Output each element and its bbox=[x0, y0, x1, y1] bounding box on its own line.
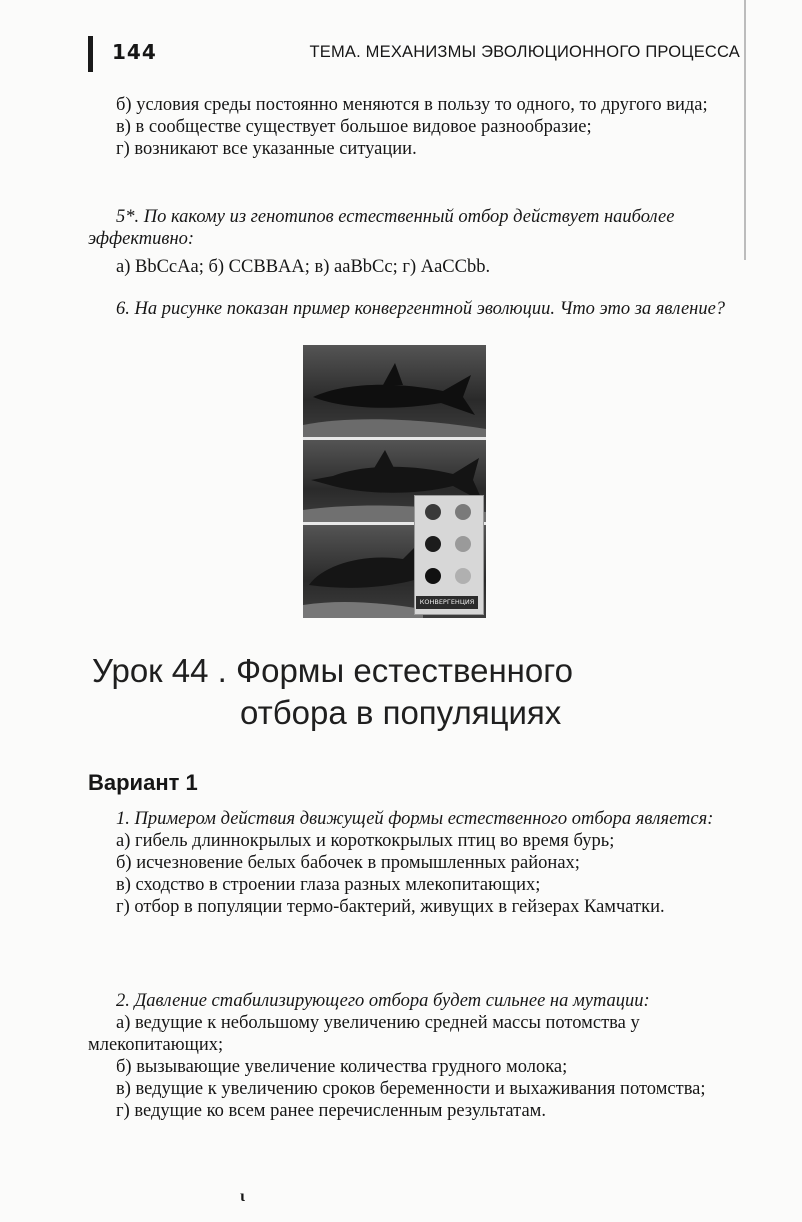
page-edge-shadow bbox=[744, 0, 746, 260]
lesson-question-2-option-a: а) ведущие к небольшому увеличению средней массы потомства у млекопитающих; bbox=[88, 1013, 640, 1055]
lesson-question-1-option-c: в) сходство в строении глаза разных млекопитающих; bbox=[116, 875, 541, 895]
diagram-dot bbox=[425, 568, 441, 584]
shark-illustration bbox=[303, 345, 486, 437]
option-d: г) возникают все указанные ситуации. bbox=[116, 139, 417, 159]
question-6-text: 6. На рисунке показан пример конвергентной эволюции. Что это за явление? bbox=[116, 299, 726, 319]
running-title: ТЕМА. МЕХАНИЗМЫ ЭВОЛЮЦИОННОГО ПРОЦЕССА bbox=[309, 43, 740, 61]
lesson-title bbox=[92, 650, 712, 734]
diagram-dot bbox=[455, 568, 471, 584]
footer-mark: ι bbox=[240, 1188, 245, 1205]
question-5-text: 5*. По какому из генотипов естественный отбор действует наиболее эффективно: bbox=[88, 207, 675, 249]
page-number: 144 bbox=[112, 40, 157, 64]
diagram-dot bbox=[425, 504, 441, 520]
convergence-figure bbox=[303, 345, 486, 618]
continued-options bbox=[88, 94, 736, 160]
header-bar bbox=[88, 36, 93, 72]
diagram-dot bbox=[455, 504, 471, 520]
option-b: б) условия среды постоянно меняются в пользу то одного, то другого вида; bbox=[116, 95, 708, 115]
question-5 bbox=[88, 206, 736, 278]
lesson-question-2-text: 2. Давление стабилизирующего отбора будет сильнее на мутации: bbox=[116, 991, 650, 1011]
variant-heading: Вариант 1 bbox=[88, 770, 198, 795]
question-5-answers: а) BbCcAa; б) CCBBAA; в) aaBbCc; г) AaCCbb. bbox=[116, 257, 491, 277]
diagram-dot bbox=[455, 536, 471, 552]
lesson-question-2-option-c: в) ведущие к увеличению сроков беременности и выхаживания потомства; bbox=[116, 1079, 706, 1099]
lesson-question-1 bbox=[88, 808, 736, 918]
option-c: в) в сообществе существует большое видовое разнообразие; bbox=[116, 117, 592, 137]
lesson-title-line2: отбора в популяциях bbox=[240, 694, 562, 731]
question-6 bbox=[88, 298, 736, 320]
lesson-question-2-option-b: б) вызывающие увеличение количества грудного молока; bbox=[116, 1057, 568, 1077]
lesson-title-line1: Урок 44 . Формы естественного bbox=[92, 652, 573, 689]
lesson-question-1-option-a: а) гибель длиннокрылых и короткокрылых птиц во время бурь; bbox=[116, 831, 615, 851]
lesson-question-1-option-b: б) исчезновение белых бабочек в промышленных районах; bbox=[116, 853, 580, 873]
lesson-question-2 bbox=[88, 990, 736, 1122]
diagram-dot bbox=[425, 536, 441, 552]
lesson-question-2-option-d: г) ведущие ко всем ранее перечисленным результатам. bbox=[116, 1101, 546, 1121]
lesson-question-1-option-d: г) отбор в популяции термо-бактерий, живущих в гейзерах Камчатки. bbox=[116, 897, 665, 917]
figure-caption: КОНВЕРГЕНЦИЯ bbox=[416, 596, 478, 609]
figure-panel-shark bbox=[303, 345, 486, 437]
lesson-question-1-text: 1. Примером действия движущей формы естественного отбора является: bbox=[116, 809, 714, 829]
